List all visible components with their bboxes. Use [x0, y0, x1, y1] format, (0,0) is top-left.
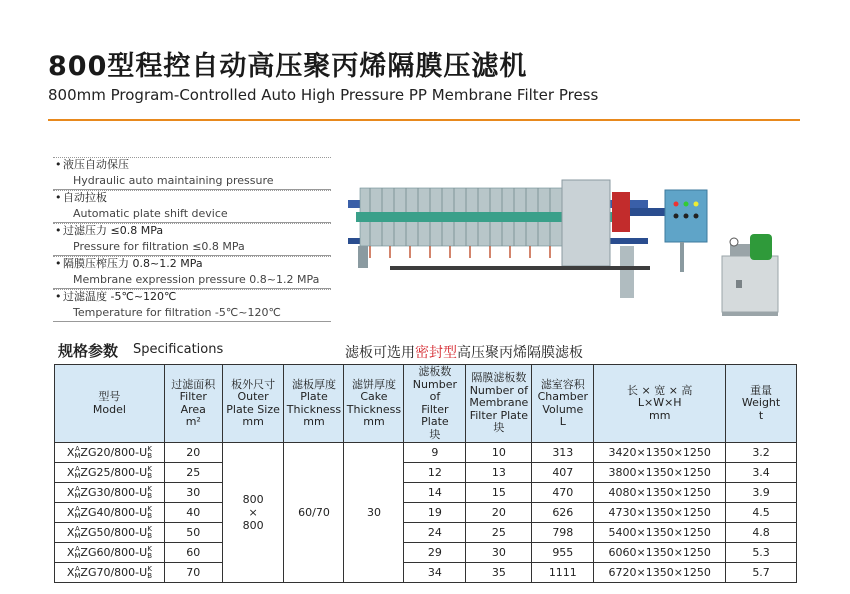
- plate-note: [345, 342, 583, 362]
- volume-cell: 955: [532, 543, 594, 563]
- plates-cell: 34: [404, 563, 466, 583]
- cake-thickness-cell: 30: [344, 443, 404, 583]
- area-cell: 70: [164, 563, 222, 583]
- dims-cell: 3420×1350×1250: [594, 443, 726, 463]
- dims-cell: 4080×1350×1250: [594, 483, 726, 503]
- table-row: [55, 563, 797, 583]
- model-suffix-stack: K B: [147, 484, 153, 500]
- table-row: [55, 463, 797, 483]
- plates-cell: 14: [404, 483, 466, 503]
- model-prefix: X: [66, 465, 75, 479]
- membrane-cell: 13: [466, 463, 532, 483]
- model-prefix-stack: A M: [74, 564, 81, 580]
- model-prefix-stack: A M: [74, 544, 81, 560]
- weight-cell: 5.7: [726, 563, 797, 583]
- model-cell: [55, 523, 165, 543]
- model-prefix-stack: A M: [74, 524, 81, 540]
- model-prefix-stack: A M: [74, 484, 81, 500]
- spec-header-cell: 长 × 宽 × 高 L×W×H mm: [594, 365, 726, 443]
- feature-en: Hydraulic auto maintaining pressure: [53, 172, 331, 189]
- model-prefix: X: [66, 485, 75, 499]
- plates-cell: 24: [404, 523, 466, 543]
- plate-thickness-cell: 60/70: [284, 443, 344, 583]
- spec-header-cell: 过滤面积 Filter Area m²: [164, 365, 222, 443]
- feature-item: [53, 190, 331, 223]
- model-prefix: X: [66, 525, 75, 539]
- spec-header-cell: 滤板数 Number of Filter Plate 块: [404, 365, 466, 443]
- table-row: [55, 543, 797, 563]
- area-cell: 20: [164, 443, 222, 463]
- model-prefix-stack: A M: [74, 464, 81, 480]
- model-name: ZG25/800-U: [80, 465, 148, 479]
- feature-item: [53, 256, 331, 289]
- model-prefix-stack: A M: [74, 504, 81, 520]
- spec-header-cell: 型号 Model: [55, 365, 165, 443]
- membrane-cell: 30: [466, 543, 532, 563]
- plate-note-highlight: 密封型: [415, 345, 457, 361]
- feature-en: Membrane expression pressure 0.8~1.2 MPa: [53, 271, 331, 288]
- model-name: ZG70/800-U: [80, 565, 148, 579]
- dims-cell: 5400×1350×1250: [594, 523, 726, 543]
- spec-title-en: Specifications: [133, 342, 224, 357]
- table-row: [55, 483, 797, 503]
- model-prefix: X: [66, 445, 75, 459]
- membrane-cell: 15: [466, 483, 532, 503]
- spec-header-cell: 板外尺寸 Outer Plate Size mm: [222, 365, 284, 443]
- model-prefix: X: [66, 545, 75, 559]
- model-cell: [55, 443, 165, 463]
- area-cell: 30: [164, 483, 222, 503]
- area-cell: 50: [164, 523, 222, 543]
- volume-cell: 407: [532, 463, 594, 483]
- weight-cell: 3.2: [726, 443, 797, 463]
- weight-cell: 3.4: [726, 463, 797, 483]
- model-name: ZG30/800-U: [80, 485, 148, 499]
- volume-cell: 313: [532, 443, 594, 463]
- page-subtitle: 800mm Program-Controlled Auto High Pressure PP Membrane Filter Press: [48, 86, 599, 104]
- spec-header-row: [55, 365, 797, 443]
- feature-cn: • 自动拉板: [53, 190, 331, 205]
- feature-cn: • 隔膜压榨压力 0.8~1.2 MPa: [53, 256, 331, 271]
- model-suffix-stack: K B: [147, 564, 153, 580]
- feature-item: [53, 289, 331, 322]
- volume-cell: 470: [532, 483, 594, 503]
- plates-cell: 29: [404, 543, 466, 563]
- plate-note-pre: 滤板可选用: [345, 345, 415, 361]
- spec-header-cell: 重量 Weight t: [726, 365, 797, 443]
- spec-header-cell: 滤板厚度 Plate Thickness mm: [284, 365, 344, 443]
- plate-note-post: 高压聚丙烯隔膜滤板: [457, 345, 583, 361]
- weight-cell: 3.9: [726, 483, 797, 503]
- dims-cell: 4730×1350×1250: [594, 503, 726, 523]
- spec-table: [54, 364, 797, 583]
- volume-cell: 1111: [532, 563, 594, 583]
- spec-title-cn: 规格参数: [58, 342, 119, 360]
- model-cell: [55, 463, 165, 483]
- feature-item: [53, 223, 331, 256]
- dims-cell: 6720×1350×1250: [594, 563, 726, 583]
- table-row: [55, 523, 797, 543]
- plates-cell: 9: [404, 443, 466, 463]
- feature-cn: • 过滤温度 -5℃~120℃: [53, 289, 331, 304]
- membrane-cell: 25: [466, 523, 532, 543]
- membrane-cell: 10: [466, 443, 532, 463]
- model-prefix-stack: A M: [74, 444, 81, 460]
- model-suffix-stack: K B: [147, 444, 153, 460]
- weight-cell: 4.8: [726, 523, 797, 543]
- feature-cn: • 液压自动保压: [53, 157, 331, 172]
- dims-cell: 6060×1350×1250: [594, 543, 726, 563]
- model-name: ZG40/800-U: [80, 505, 148, 519]
- model-cell: [55, 563, 165, 583]
- model-name: ZG50/800-U: [80, 525, 148, 539]
- model-cell: [55, 543, 165, 563]
- feature-en: Temperature for filtration -5℃~120℃: [53, 304, 331, 321]
- spec-header-cell: 滤室容积 Chamber Volume L: [532, 365, 594, 443]
- filter-press-image: [330, 160, 800, 330]
- feature-list: [53, 157, 331, 322]
- table-row: [55, 503, 797, 523]
- weight-cell: 4.5: [726, 503, 797, 523]
- feature-en: Pressure for filtration ≤0.8 MPa: [53, 238, 331, 255]
- plates-cell: 12: [404, 463, 466, 483]
- page-title: 800型程控自动高压聚丙烯隔膜压滤机: [48, 51, 528, 82]
- model-name: ZG60/800-U: [80, 545, 148, 559]
- area-cell: 40: [164, 503, 222, 523]
- model-suffix-stack: K B: [147, 524, 153, 540]
- weight-cell: 5.3: [726, 543, 797, 563]
- model-prefix: X: [66, 505, 75, 519]
- spec-header-cell: 滤饼厚度 Cake Thickness mm: [344, 365, 404, 443]
- model-cell: [55, 503, 165, 523]
- plates-cell: 19: [404, 503, 466, 523]
- spec-header-cell: 隔膜滤板数 Number of Membrane Filter Plate 块: [466, 365, 532, 443]
- feature-cn: • 过滤压力 ≤0.8 MPa: [53, 223, 331, 238]
- dims-cell: 3800×1350×1250: [594, 463, 726, 483]
- area-cell: 25: [164, 463, 222, 483]
- table-row: [55, 443, 797, 463]
- model-cell: [55, 483, 165, 503]
- area-cell: 60: [164, 543, 222, 563]
- plate-size-cell: 800 × 800: [222, 443, 284, 583]
- membrane-cell: 20: [466, 503, 532, 523]
- model-prefix: X: [66, 565, 75, 579]
- title-divider: [48, 119, 800, 121]
- model-suffix-stack: K B: [147, 544, 153, 560]
- feature-en: Automatic plate shift device: [53, 205, 331, 222]
- membrane-cell: 35: [466, 563, 532, 583]
- model-name: ZG20/800-U: [80, 445, 148, 459]
- model-suffix-stack: K B: [147, 464, 153, 480]
- volume-cell: 626: [532, 503, 594, 523]
- model-suffix-stack: K B: [147, 504, 153, 520]
- volume-cell: 798: [532, 523, 594, 543]
- feature-item: [53, 157, 331, 190]
